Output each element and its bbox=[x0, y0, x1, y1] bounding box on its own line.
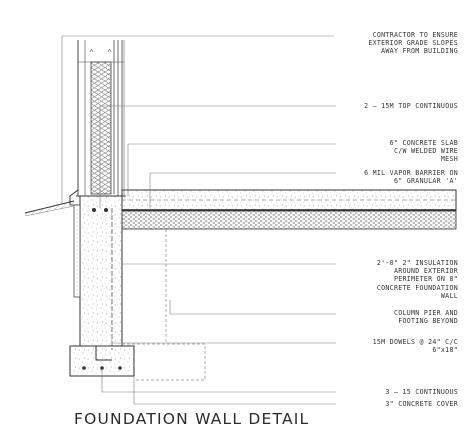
note-dowels: 15M DOWELS @ 24" C/C 6"x18" bbox=[372, 338, 458, 355]
stud-wall bbox=[76, 40, 126, 196]
granular-fill bbox=[122, 211, 456, 229]
note-column-pier: COLUMN PIER AND FOOTING BEYOND bbox=[393, 309, 458, 326]
bottom-rebar bbox=[118, 366, 122, 370]
note-top-bars: 2 – 15M TOP CONTINUOUS bbox=[364, 102, 458, 110]
note-grade: CONTRACTOR TO ENSURE EXTERIOR GRADE SLOPES AWAY FROM BUILDING bbox=[368, 31, 458, 56]
top-rebar bbox=[92, 208, 96, 212]
note-insulation: 2'-0" 2" INSULATION AROUND EXTERIOR PERIMETER ON 8" CONCRETE FOUNDATION WALL bbox=[376, 259, 458, 300]
bottom-rebar bbox=[100, 366, 104, 370]
top-rebar bbox=[104, 208, 108, 212]
note-concrete-cover: 3" CONCRETE COVER bbox=[385, 400, 458, 408]
drawing-title: FOUNDATION WALL DETAIL bbox=[74, 410, 310, 428]
concrete-foundation-wall bbox=[80, 196, 122, 346]
note-bottom-bars: 3 – 15 CONTINUOUS bbox=[385, 388, 458, 396]
wall-batt-insulation bbox=[91, 62, 111, 194]
note-slab: 6" CONCRETE SLAB C/W WELDED WIRE MESH bbox=[389, 139, 458, 164]
bottom-rebar bbox=[82, 366, 86, 370]
note-vapor-barrier: 6 MIL VAPOR BARRIER ON 6" GRANULAR 'A' bbox=[364, 169, 458, 186]
exterior-grade bbox=[25, 201, 74, 216]
